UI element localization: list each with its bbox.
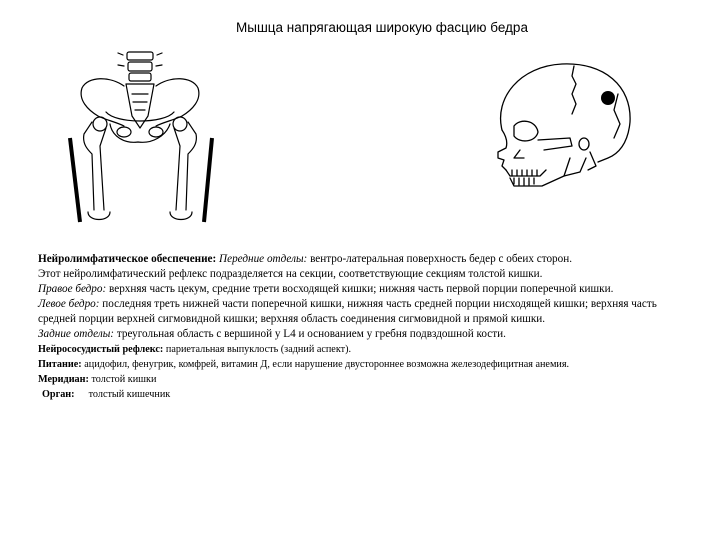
label-nutrition: Питание: bbox=[38, 359, 82, 370]
vertebra bbox=[127, 52, 153, 60]
label-left-thigh: Левое бедро: bbox=[38, 298, 100, 310]
vertebra bbox=[128, 62, 152, 71]
paragraph-right-thigh bbox=[38, 282, 686, 297]
label-meridian: Меридиан: bbox=[38, 374, 89, 385]
page-title: Мышца напрягающая широкую фасцию бедра bbox=[236, 20, 528, 35]
description-text bbox=[38, 252, 686, 402]
marker-bar-right bbox=[204, 138, 212, 222]
marker-bar-left bbox=[70, 138, 80, 222]
paragraph-nutrition bbox=[38, 357, 686, 372]
label-anterior: Передние отделы: bbox=[219, 253, 308, 265]
text-organ: толстый кишечник bbox=[88, 389, 171, 400]
text-anterior: вентро-латеральная поверхность бедер с обеих сторон. bbox=[310, 253, 573, 265]
paragraph-neurovascular bbox=[38, 342, 686, 357]
label-right-thigh: Правое бедро: bbox=[38, 283, 107, 295]
text-posterior: треугольная область с вершиной у L4 и основанием у гребня подвздошной кости. bbox=[116, 328, 506, 340]
label-organ: Орган: bbox=[42, 389, 75, 400]
parietal-marker-dot bbox=[601, 91, 615, 105]
label-neurovascular: Нейрососудистый рефлекс: bbox=[38, 344, 164, 355]
pelvis-and-femurs-diagram bbox=[66, 50, 216, 232]
text-left-thigh: последняя треть нижней части поперечной кишки, нижняя часть средней порции нисходящей кишки; верхняя часть средней порции верхней сигмовидной кишки; верхняя область соединения сигмовидной и прямой кишки. bbox=[38, 298, 657, 325]
vertebra bbox=[129, 73, 151, 81]
label-lymphatic: Нейролимфатическое обеспечение: bbox=[38, 253, 217, 265]
paragraph-meridian bbox=[38, 372, 686, 387]
label-posterior: Задние отделы: bbox=[38, 328, 115, 340]
text-nutrition: ацидофил, фенугрик, комфрей, витамин Д, если нарушение двустороннее возможна железодефицитная анемия. bbox=[84, 359, 570, 370]
text-meridian: толстой кишки bbox=[91, 374, 157, 385]
paragraph-organ bbox=[38, 387, 686, 402]
skull-lateral-view-diagram bbox=[480, 54, 640, 194]
paragraph-lymphatic bbox=[38, 252, 686, 267]
text-neurovascular: париетальная выпуклость (задний аспект). bbox=[165, 344, 352, 355]
paragraph-left-thigh bbox=[38, 297, 686, 327]
paragraph-sections: Этот нейролимфатический рефлекс подразделяется на секции, соответствующие секциям толстой кишки. bbox=[38, 268, 543, 280]
text-right-thigh: верхняя часть цекум, средние трети восходящей кишки; нижняя часть первой порции поперечной кишки. bbox=[109, 283, 614, 295]
paragraph-posterior bbox=[38, 327, 686, 342]
